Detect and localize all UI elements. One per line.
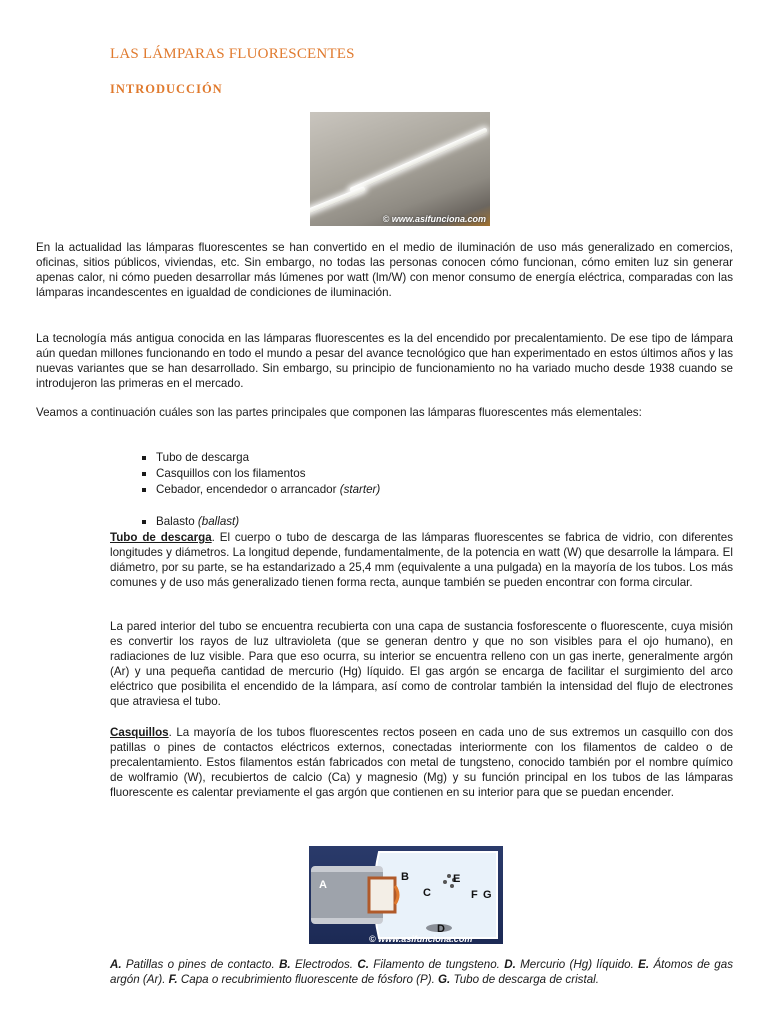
diagram-label-f: F	[471, 889, 478, 901]
photo-watermark: © www.asifunciona.com	[382, 214, 486, 224]
casquillos-paragraph: Casquillos. La mayoría de los tubos fluorescentes rectos poseen en cada uno de sus extremos un casquillo con dos patillas o pines de contactos eléctricos externos, conectadas interiormente con los filamentos de caldeo o de precalentamiento. Estos filamentos están fabricados con metal de tungsteno, conocido también por el nombre químico de wolframio (W), recubiertos de calcio (Ca) y magnesio (Mg) y su función principal en los tubos de las lámparas fluorescente es calentar previamente el gas argón que contienen en su interior para que se puedan encender.	[110, 726, 733, 799]
diagram-label-e: E	[453, 873, 461, 885]
intro-paragraph-1: En la actualidad las lámparas fluorescentes se han convertido en el medio de iluminación de uso más generalizado en comercios, oficinas, sitios públicos, viviendas, etc. Sin embargo, no todas las personas conocen cómo funcionan, cómo emiten luz sin generar apenas calor, ni cómo pueden desarrollar más lúmenes por watt (lm/W) con menor consumo de energía eléctrica, comparadas con las lámparas incandescentes en igualdad de condiciones de iluminación.	[36, 241, 733, 299]
pared-interior-paragraph: La pared interior del tubo se encuentra recubierta con una capa de sustancia fosforescente o fluorescente, cuya misión es convertir los rayos de luz ultravioleta (que se generan dentro y que no son visibles para el ojo humano), en radiaciones de luz visible. Para que eso ocurra, su interior se encuentra relleno con un gas inerte, generalmente argón (Ar) y una pequeña cantidad de mercurio (Hg) líquido. El gas argón se encarga de facilitar el surgimiento del arco eléctrico que posibilita el encendido de la lámpara, así como de controlar también la intensidad del flujo de electrones que atraviesa el tubo.	[110, 620, 733, 708]
fluorescent-ceiling-photo	[310, 112, 490, 226]
fluorescent-tube-2	[310, 186, 366, 217]
term-tubo-descarga: Tubo de descarga	[110, 531, 212, 544]
term-casquillos: Casquillos	[110, 726, 169, 739]
diagram-caption: A. Patillas o pines de contacto. B. Electrodos. C. Filamento de tungsteno. D. Mercurio (Hg) líquido. E. Átomos de gas argón (Ar). F. Capa o recubrimiento fluorescente de fósforo (P). G. Tubo de descarga de cristal.	[110, 958, 733, 986]
parts-list	[140, 450, 380, 498]
fluorescent-tube-diagram	[309, 846, 503, 944]
intro-paragraph-3: Veamos a continuación cuáles son las partes principales que componen las lámparas fluorescentes más elementales:	[36, 406, 642, 419]
diagram-label-c: C	[423, 887, 431, 899]
section-heading-introduccion: INTRODUCCIÓN	[110, 82, 223, 96]
diagram-watermark: © www.asifunciona.com	[369, 934, 473, 944]
list-item: Casquillos con los filamentos	[140, 466, 380, 482]
list-item: Cebador, encendedor o arrancador (starter)	[140, 482, 380, 498]
fluorescent-tube-1	[349, 127, 488, 193]
list-item: Tubo de descarga	[140, 450, 380, 466]
diagram-label-d: D	[437, 923, 445, 935]
tubo-descarga-paragraph: Tubo de descarga. El cuerpo o tubo de descarga de las lámparas fluorescentes se fabrica de vidrio, con diferentes longitudes y diámetros. La longitud depende, fundamentalmente, de la potencia en watt (W) que desarrolle la lámpara. El diámetro, por su parte, se ha estandarizado a 25,4 mm (equivalente a una pulgada) en la mayoría de los tubos. Los más comunes y de uso más generalizado tienen forma recta, aunque también se pueden encontrar con forma circular.	[110, 531, 733, 589]
page-title: LAS LÁMPARAS FLUORESCENTES	[110, 46, 355, 62]
list-item-balasto: Balasto (ballast)	[140, 514, 239, 529]
intro-paragraph-2: La tecnología más antigua conocida en las lámparas fluorescentes es la del encendido por precalentamiento. De ese tipo de lámpara aún quedan millones funcionando en todo el mundo a pesar del avance tecnológico que han experimentado en estos últimos años y las nuevas variantes que se han desarrollado. Sin embargo, su principio de funcionamiento no ha variado mucho desde 1938 cuando se introdujeron las primeras en el mercado.	[36, 332, 733, 390]
diagram-label-a: A	[319, 879, 327, 891]
diagram-label-b: B	[401, 871, 409, 883]
diagram-label-g: G	[483, 889, 492, 901]
